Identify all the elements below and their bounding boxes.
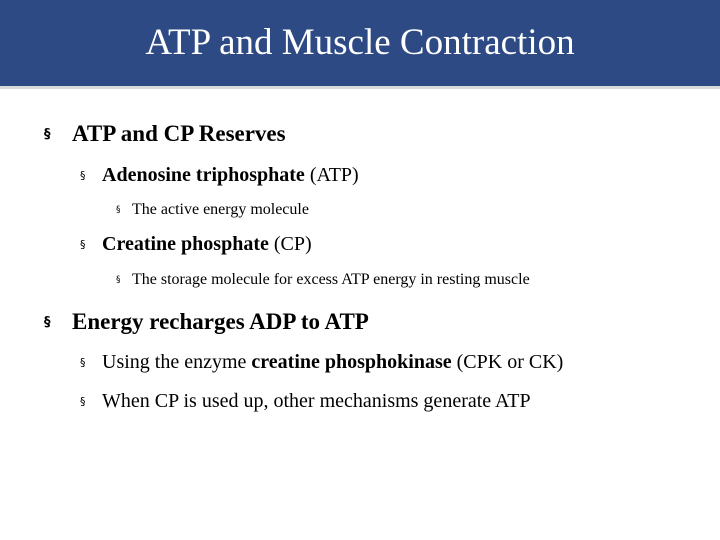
bullet-text: Energy recharges ADP to ATP bbox=[72, 309, 369, 334]
bullet-icon: § bbox=[80, 169, 86, 182]
bullet-text: Using the enzyme bbox=[102, 351, 252, 373]
bullet-icon: § bbox=[116, 275, 121, 285]
bullet-item-level2 bbox=[80, 351, 563, 374]
bullet-icon: § bbox=[116, 205, 121, 215]
bullet-item-level1 bbox=[44, 121, 286, 147]
bullet-icon: § bbox=[80, 395, 86, 408]
bullet-item-level3 bbox=[116, 271, 530, 289]
bullet-icon: § bbox=[80, 238, 86, 251]
bullet-text: ATP and CP Reserves bbox=[72, 121, 286, 146]
bullet-icon: § bbox=[44, 127, 51, 142]
bullet-text: (CP) bbox=[268, 233, 312, 255]
bullet-text: (CPK or CK) bbox=[451, 351, 564, 373]
bullet-item-level2 bbox=[80, 390, 531, 413]
bullet-text: When CP is used up, other mechanisms generate ATP bbox=[102, 390, 531, 412]
bullet-item-level2 bbox=[80, 233, 312, 256]
bullet-text: The storage molecule for excess ATP energy in resting muscle bbox=[132, 271, 530, 288]
bullet-text-bold: creatine phosphokinase bbox=[251, 351, 452, 373]
bullet-icon: § bbox=[80, 356, 86, 369]
bullet-text: The active energy molecule bbox=[132, 201, 309, 218]
bullet-item-level2 bbox=[80, 164, 359, 187]
slide-title: ATP and Muscle Contraction bbox=[145, 21, 575, 63]
bullet-text-bold: Adenosine triphosphate bbox=[102, 164, 305, 186]
bullet-text: (ATP) bbox=[304, 164, 359, 186]
bullet-item-level1 bbox=[44, 309, 369, 335]
bullet-icon: § bbox=[44, 315, 51, 330]
bullet-text-bold: Creatine phosphate bbox=[102, 233, 269, 255]
bullet-item-level3 bbox=[116, 201, 309, 219]
